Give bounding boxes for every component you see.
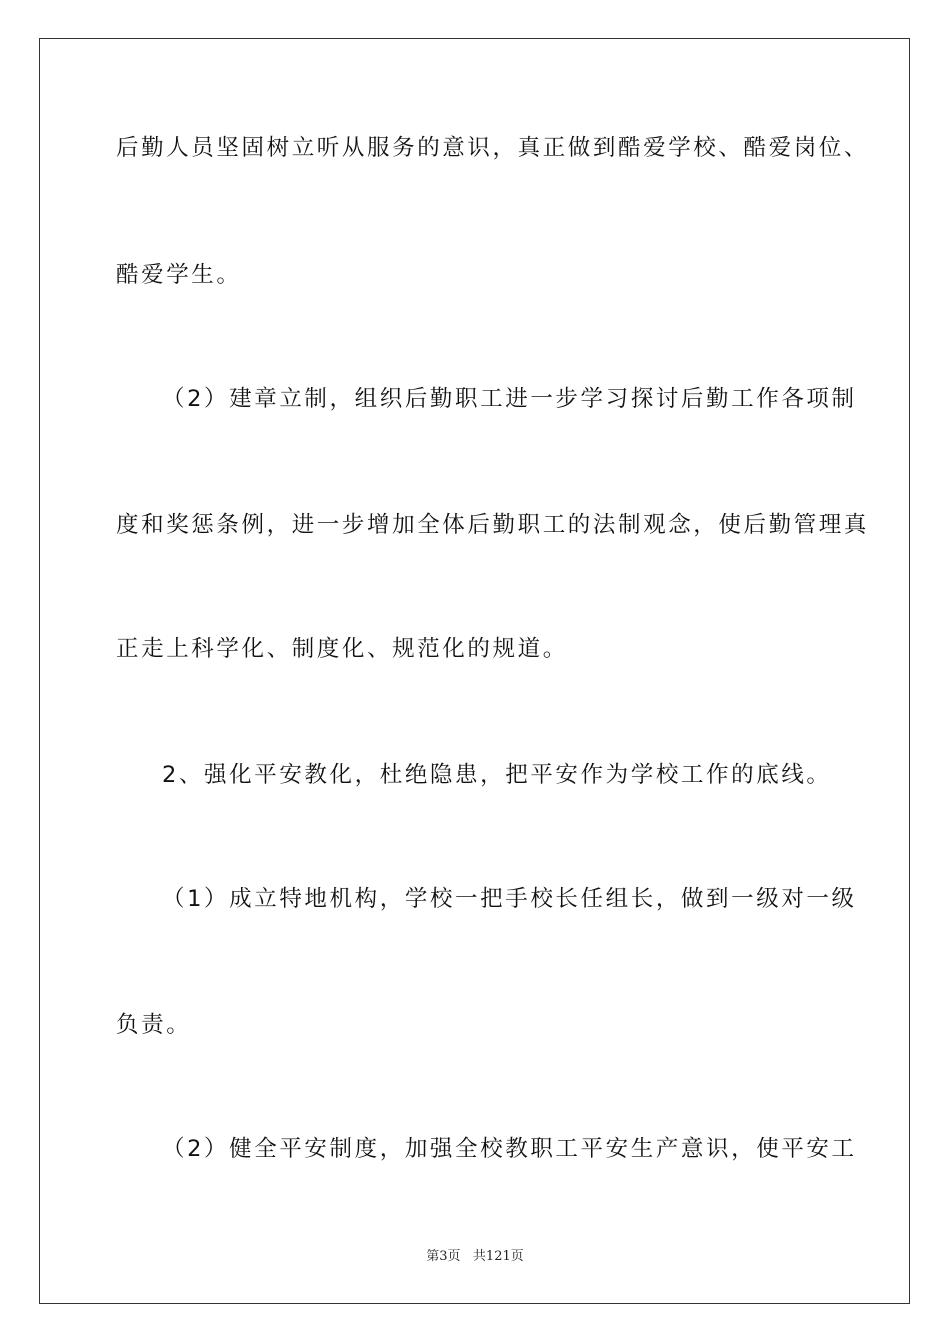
body-line-9: （2）健全平安制度，加强全校教职工平安生产意识，使平安工 [162, 1136, 857, 1162]
body-line-6: 2、强化平安教化，杜绝隐患，把平安作为学校工作的底线。 [162, 762, 832, 788]
body-line-5: 正走上科学化、制度化、规范化的规道。 [116, 636, 568, 662]
body-line-4: 度和奖惩条例，进一步增加全体后勤职工的法制观念，使后勤管理真 [116, 512, 870, 538]
body-line-8: 负责。 [116, 1012, 192, 1038]
body-line-3: （2）建章立制，组织后勤职工进一步学习探讨后勤工作各项制 [162, 386, 857, 412]
body-line-1: 后勤人员坚固树立听从服务的意识，真正做到酷爱学校、酷爱岗位、 [116, 135, 870, 161]
page-border [39, 38, 910, 1304]
body-line-7: （1）成立特地机构，学校一把手校长任组长，做到一级对一级 [162, 886, 857, 912]
page-footer: 第3页 共121页 [426, 1249, 524, 1264]
body-line-2: 酷爱学生。 [116, 262, 242, 288]
